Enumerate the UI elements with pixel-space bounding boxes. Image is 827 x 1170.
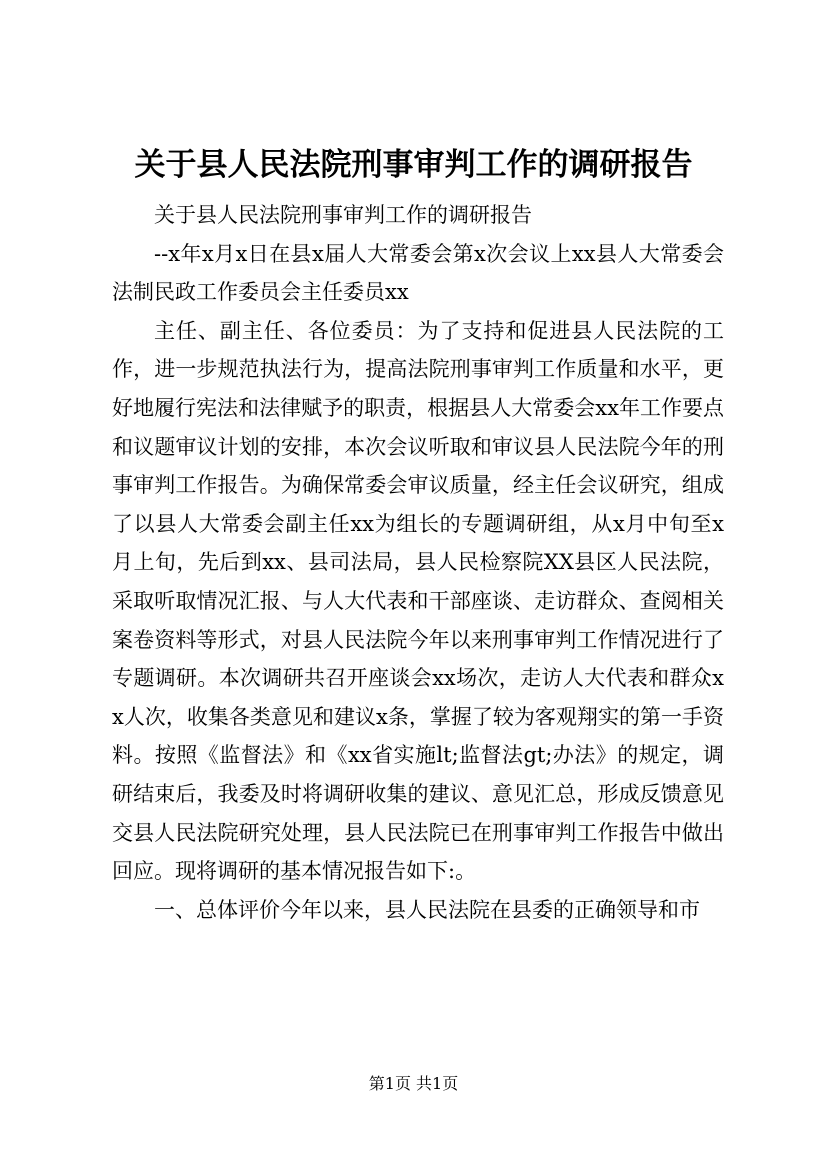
page-footer: 第1页 共1页 [368, 1074, 459, 1093]
paragraph-meeting-info: --x年x月x日在县x届人大常委会第x次会议上xx县人大常委会法制民政工作委员会主任委员xx [112, 241, 724, 305]
paragraph-subtitle: 关于县人民法院刑事审判工作的调研报告 [154, 203, 532, 227]
document-body [112, 196, 724, 929]
paragraph-main-body: 主任、副主任、各位委员：为了支持和促进县人民法院的工作，进一步规范执法行为，提高法院刑事审判工作质量和水平，更好地履行宪法和法律赋予的职责，根据县人大常委会xx年工作要点和议题审议计划的安排，本次会议听取和审议县人民法院今年的刑事审判工作报告。为确保常委会审议质量，经主任会议研究，组成了以县人大常委会副主任xx为组长的专题调研组，从x月中旬至x月上旬，先后到xx、县司法局，县人民检察院XX县区人民法院，采取听取情况汇报、与人大代表和干部座谈、走访群众、查阅相关案卷资料等形式，对县人民法院今年以来刑事审判工作情况进行了专题调研。本次调研共召开座谈会xx场次，走访人大代表和群众xx人次，收集各类意见和建议x条，掌握了较为客观翔实的第一手资料。按照《监督法》和《xx省实施lt;监督法gt;办法》的规定，调研结束后，我委及时将调研收集的建议、意见汇总，形成反馈意见交县人民法院研究处理，县人民法院已在刑事审判工作报告中做出回应。现将调研的基本情况报告如下:。 [112, 318, 724, 884]
document-title: 关于县人民法院刑事审判工作的调研报告 [134, 147, 693, 183]
paragraph-section-one: 一、总体评价今年以来，县人民法院在县委的正确领导和市 [154, 897, 700, 922]
